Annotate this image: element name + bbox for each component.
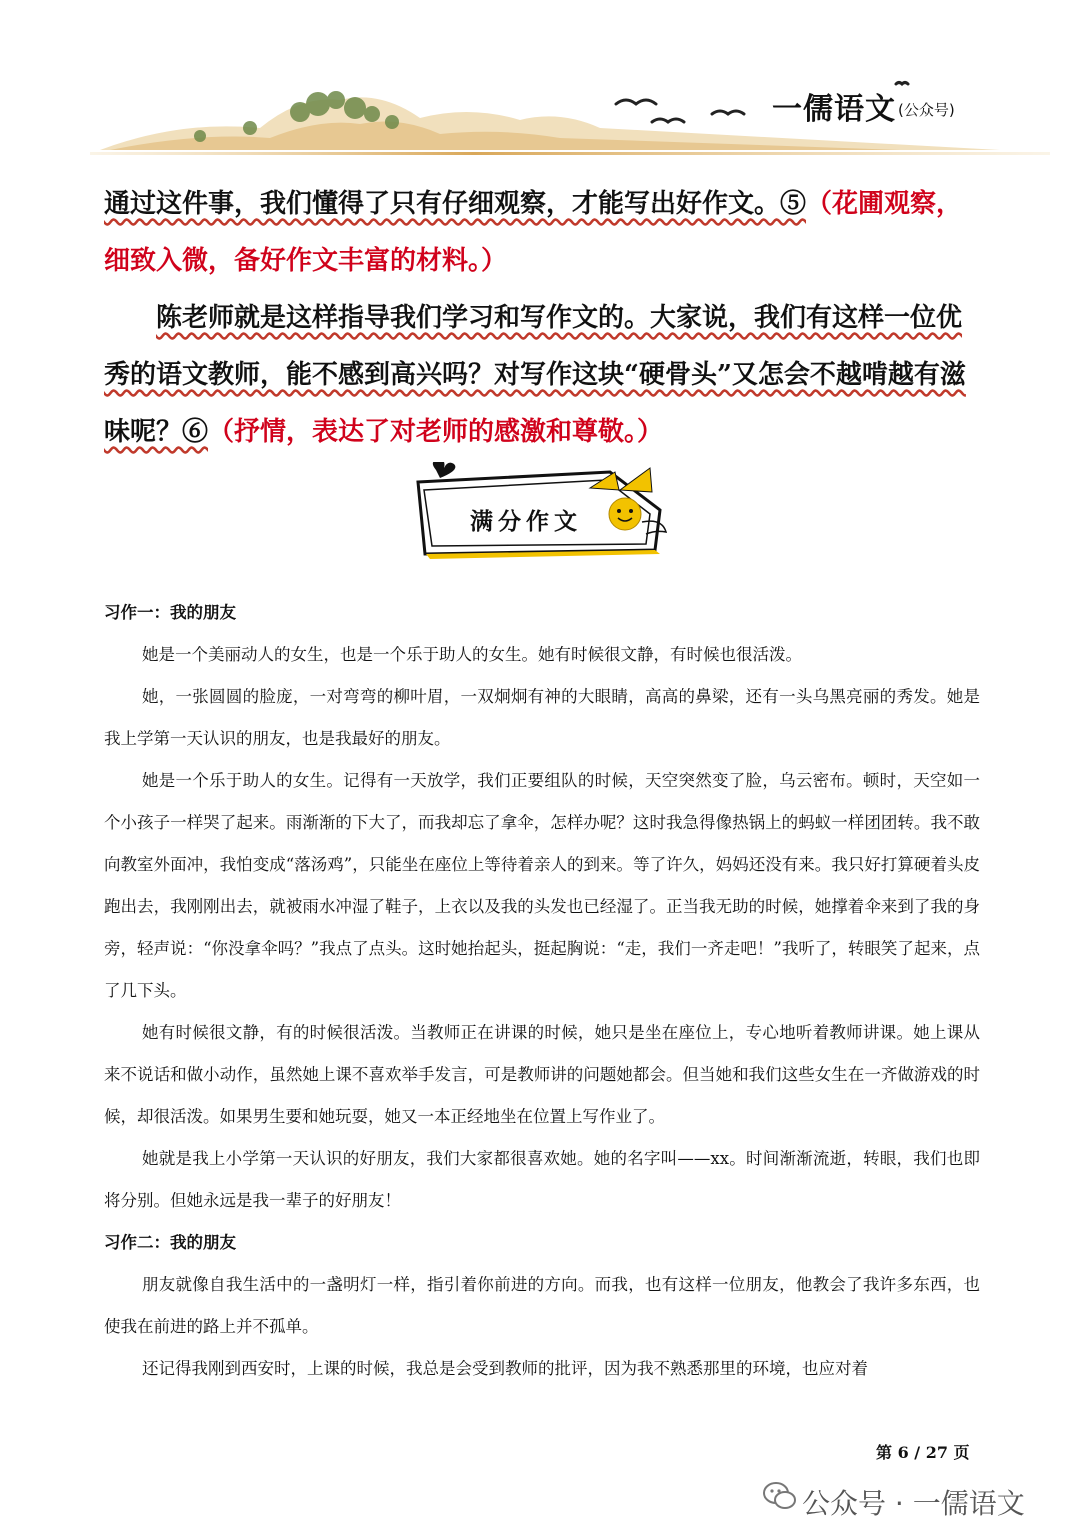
essay-title: 习作二：我的朋友: [104, 1233, 236, 1252]
wechat-icon: [762, 1480, 798, 1512]
essay-paragraph: 还记得我刚到西安时，上课的时候，我总是会受到教师的批评，因为我不熟悉那里的环境，也应对着: [142, 1359, 868, 1378]
brand-subtitle: (公众号): [898, 101, 955, 119]
smiley-icon: [609, 498, 641, 530]
closing-paragraph: [104, 290, 980, 461]
sample-essays: [104, 592, 980, 1390]
essay-paragraph: 她，一张圆圆的脸庞，一对弯弯的柳叶眉，一双炯炯有神的大眼睛，高高的鼻梁，还有一头乌黑亮丽的秀发。她是我上学第一天认识的朋友，也是我最好的朋友。: [104, 687, 980, 748]
essay-conclusion: [104, 176, 980, 461]
essay-paragraph: 她有时候很文静，有的时候很活泼。当教师正在讲课的时候，她只是坐在座位上，专心地听着教师讲课。她上课从来不说话和做小动作，虽然她上课不喜欢举手发言，可是教师讲的问题她都会。但当她和我们这些女生在一齐做游戏的时候，却很活泼。如果男生要和她玩耍，她又一本正经地坐在位置上写作业了。: [104, 1023, 980, 1126]
page-header: [0, 0, 1080, 165]
annotation-note: （花圃观察，细致入微，备好作文丰富的材料。）: [104, 189, 963, 276]
essay-title: 习作一：我的朋友: [104, 603, 236, 622]
essay-paragraph: 她是一个美丽动人的女生，也是一个乐于助人的女生。她有时候很文静，有时候也很活泼。: [142, 645, 802, 664]
essay-paragraph: 朋友就像自我生活中的一盏明灯一样，指引着你前进的方向。而我，也有这样一位朋友，他教会了我许多东西，也使我在前进的路上并不孤单。: [104, 1275, 980, 1336]
brand-name: 一儒语文: [772, 92, 896, 127]
closing-sentence: 陈老师就是这样指导我们学习和写作文的。大家说，我们有这样一位优秀的语文教师，能不感到高兴吗？对写作这块“硬骨头”又怎会不越啃越有滋味呢？⑥: [104, 303, 966, 447]
essay-paragraph: 她就是我上小学第一天认识的好朋友，我们大家都很喜欢她。她的名字叫——xx。时间渐渐流逝，转眼，我们也即将分别。但她永远是我一辈子的好朋友！: [104, 1149, 980, 1210]
badge-label: 满分作文: [470, 509, 582, 535]
conclusion-paragraph: [104, 176, 980, 290]
conclusion-sentence: 通过这件事，我们懂得了只有仔细观察，才能写出好作文。⑤: [104, 189, 807, 219]
watermark-text: 公众号 · 一儒语文: [802, 1487, 1025, 1520]
landscape-banner-decoration: [0, 0, 1080, 165]
heart-icon: [433, 462, 456, 478]
page-number: 第 6 / 27 页: [876, 1443, 970, 1462]
essay-paragraph: 她是一个乐于助人的女生。记得有一天放学，我们正要组队的时候，天空突然变了脸，乌云密布。顿时，天空如一个小孩子一样哭了起来。雨渐渐的下大了，而我却忘了拿伞，怎样办呢？这时我急得像热锅上的蚂蚁一样团团转。我不敢向教室外面冲，我怕变成“落汤鸡”，只能坐在座位上等待着亲人的到来。等了许久，妈妈还没有来。我只好打算硬着头皮跑出去，我刚刚出去，就被雨水冲湿了鞋子，上衣以及我的头发也已经湿了。正当我无助的时候，她撑着伞来到了我的身旁，轻声说：“你没拿伞吗？”我点了点头。这时她抬起头，挺起胸说：“走，我们一齐走吧！”我听了，转眼笑了起来，点了几下头。: [104, 771, 980, 1000]
annotation-note: （抒情，表达了对老师的感激和尊敬。）: [208, 417, 664, 447]
